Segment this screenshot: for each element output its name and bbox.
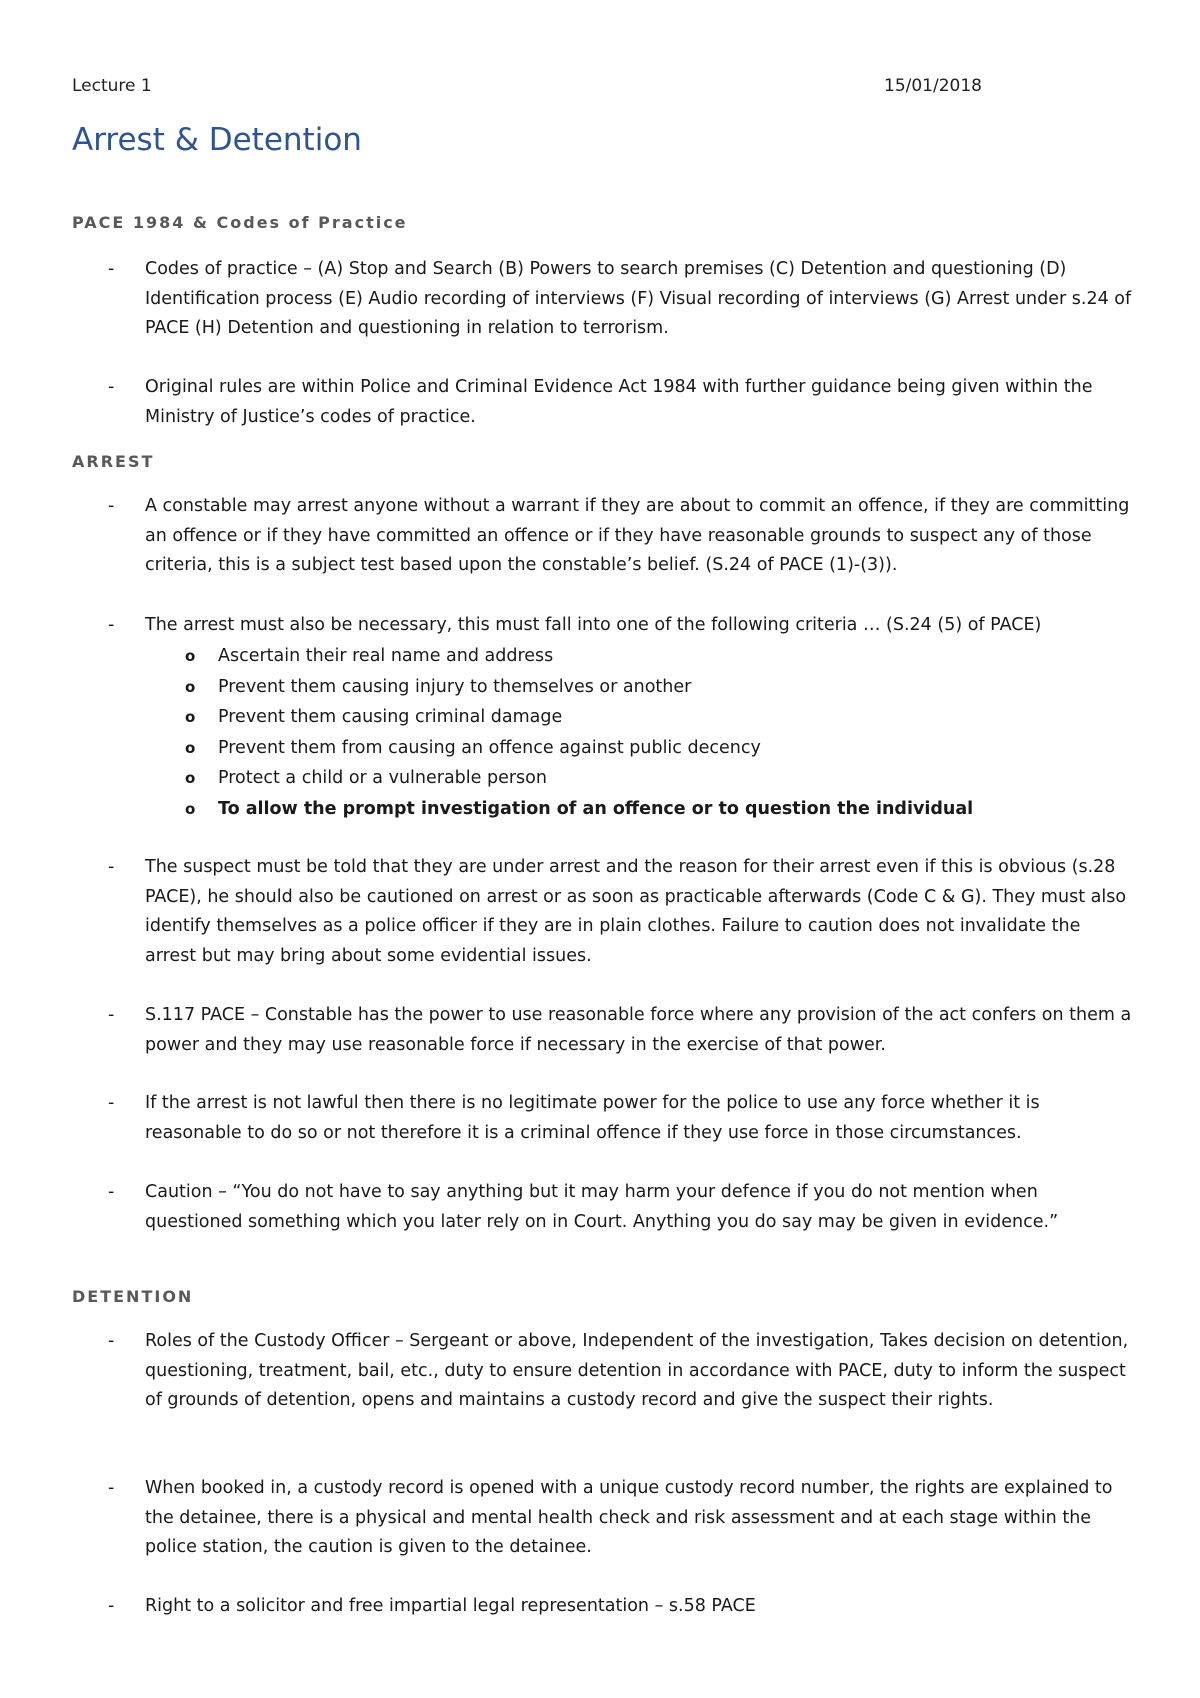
list-item [72, 1327, 1132, 1416]
bullet-text: The suspect must be told that they are under arrest and the reason for their arrest even if this is obvious (s.28 PACE), he should also be cautioned on arrest or as soon as practicable afterwards (Code C & G). They must also identify themselves as a police officer if they are in plain clothes. Failure to caution does not invalidate the arrest but may bring about some evidential issues. [145, 857, 1127, 966]
bullet-text: Codes of practice – (A) Stop and Search (B) Powers to search premises (C) Detention and questioning (D) Identification process (E) Audio recording of interviews (F) Visual recording of interviews (G) Arrest under s.24 of PACE (H) Detention and questioning in relation to terrorism. [145, 259, 1132, 338]
criteria-item [72, 794, 1132, 825]
dash-marker: - [108, 857, 115, 877]
bullet-text: A constable may arrest anyone without a warrant if they are about to commit an offence, if they are committing an offence or if they have committed an offence or if they have reasonable grounds to suspect any of those criteria, this is a subject test based upon the constable’s belief. (S.24 of PACE (1)-(3)). [145, 496, 1130, 575]
section-heading-arrest: ARREST [72, 452, 155, 471]
sub-bullet-marker: o [185, 677, 196, 696]
criteria-item [72, 733, 1132, 764]
bullet-text: When booked in, a custody record is opened with a unique custody record number, the rights are explained to the detainee, there is a physical and mental health check and risk assessment and at each stage within the police station, the caution is given to the detainee. [145, 1478, 1113, 1557]
sub-bullet-marker: o [185, 708, 196, 726]
bullet-text: Roles of the Custody Officer – Sergeant or above, Independent of the investigation, Takes decision on detention, questioning, treatment, bail, etc., duty to ensure detention in accordance with PACE, duty to inform the suspect of grounds of detention, opens and maintains a custody record and give the suspect their rights. [145, 1331, 1129, 1410]
list-item [72, 255, 1132, 344]
sub-bullet-marker: o [185, 799, 196, 818]
list-item [72, 853, 1132, 971]
dash-marker: - [108, 1005, 115, 1025]
list-item [72, 1001, 1132, 1060]
necessity-criteria-list [72, 641, 1132, 824]
dash-marker: - [108, 615, 115, 635]
dash-marker: - [108, 1596, 115, 1616]
lecture-label: Lecture 1 [72, 76, 152, 96]
dash-marker: - [108, 1182, 115, 1202]
criteria-item [72, 763, 1132, 794]
dash-marker: - [108, 259, 115, 279]
page-title: Arrest & Detention [72, 122, 362, 158]
criteria-text: Ascertain their real name and address [218, 646, 554, 666]
criteria-item [72, 702, 1132, 733]
list-item [72, 1592, 1132, 1622]
bullet-text: The arrest must also be necessary, this must fall into one of the following criteria … (S.24 (5) of PACE) [145, 615, 1042, 635]
bullet-text: Right to a solicitor and free impartial legal representation – s.58 PACE [145, 1596, 756, 1616]
criteria-item [72, 672, 1132, 703]
sub-bullet-marker: o [185, 647, 196, 665]
bullet-text: Original rules are within Police and Criminal Evidence Act 1984 with further guidance being given within the Ministry of Justice’s codes of practice. [145, 377, 1093, 427]
section-heading-detention: DETENTION [72, 1287, 194, 1306]
section-heading-pace: PACE 1984 & Codes of Practice [72, 213, 408, 232]
bullet-text: S.117 PACE – Constable has the power to use reasonable force where any provision of the act confers on them a power and they may use reasonable force if necessary in the exercise of that power. [145, 1005, 1132, 1055]
dash-marker: - [108, 1093, 115, 1113]
sub-bullet-marker: o [185, 738, 196, 757]
criteria-item [72, 641, 1132, 672]
list-item [72, 492, 1132, 581]
lecture-date: 15/01/2018 [884, 76, 982, 96]
criteria-text: To allow the prompt investigation of an offence or to question the individual [218, 798, 974, 819]
bullet-text: Caution – “You do not have to say anything but it may harm your defence if you do not mention when questioned something which you later rely on in Court. Anything you do say may be given in evidence.” [145, 1182, 1059, 1232]
sub-bullet-marker: o [185, 769, 196, 787]
criteria-text: Prevent them causing criminal damage [218, 707, 563, 727]
list-item [72, 611, 1132, 641]
bullet-text: If the arrest is not lawful then there is no legitimate power for the police to use any force whether it is reasonable to do so or not therefore it is a criminal offence if they use force in those circumstances. [145, 1093, 1040, 1143]
dash-marker: - [108, 377, 115, 397]
dash-marker: - [108, 496, 115, 516]
criteria-text: Prevent them from causing an offence against public decency [218, 737, 761, 758]
dash-marker: - [108, 1331, 115, 1351]
criteria-text: Prevent them causing injury to themselves or another [218, 676, 692, 697]
dash-marker: - [108, 1478, 115, 1498]
criteria-text: Protect a child or a vulnerable person [218, 768, 547, 788]
list-item [72, 1178, 1132, 1237]
list-item [72, 1474, 1132, 1563]
list-item [72, 373, 1132, 432]
list-item [72, 1089, 1132, 1148]
